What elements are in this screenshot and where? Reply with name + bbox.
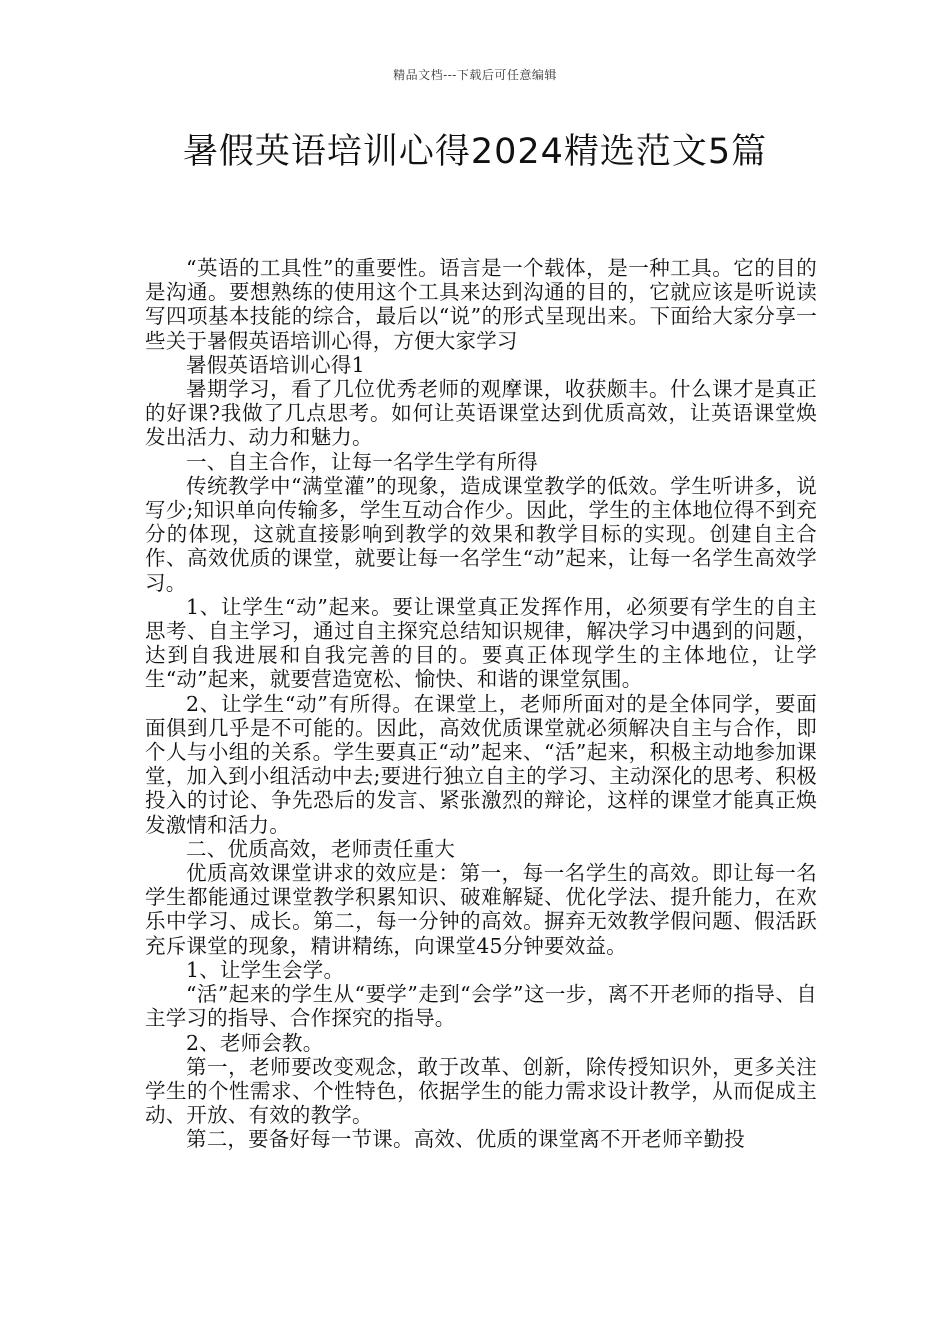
page-title: 暑假英语培训心得2024精选范文5篇 [182,132,768,172]
paragraph: “活”起来的学生从“要学”走到“会学”这一步，离不开老师的指导、自主学习的指导、合作探究的指导。 [145,982,817,1031]
section-heading: 暑假英语培训心得1 [186,352,365,377]
header-note: 精品文档---下载后可任意编辑 [393,68,557,82]
subheading: 二、优质高效，老师责任重大 [186,836,456,861]
subheading: 一、自主合作，让每一名学生学有所得 [186,449,538,474]
paragraph: 第二，要备好每一节课。高效、优质的课堂离不开老师辛勤投 [186,1127,745,1152]
paragraph: 暑期学习，看了几位优秀老师的观摩课，收获颇丰。什么课才是真正的好课?我做了几点思考。如何让英语课堂达到优质高效，让英语课堂焕发出活力、动力和魅力。 [145,377,817,450]
document-body [145,256,817,1152]
intro-paragraph: “英语的工具性”的重要性。语言是一个载体，是一种工具。它的目的是沟通。要想熟练的使用这个工具来达到沟通的目的，它就应该是听说读写四项基本技能的综合，最后以“说”的形式呈现出来。下面给大家分享一些关于暑假英语培训心得，方便大家学习 [145,256,817,353]
paragraph: 优质高效课堂讲求的效应是：第一，每一名学生的高效。即让每一名学生都能通过课堂教学积累知识、破难解疑、优化学法、提升能力，在欢乐中学习、成长。第二，每一分钟的高效。摒弃无效教学假问题、假活跃充斥课堂的现象，精讲精练，向课堂45分钟要效益。 [145,861,817,958]
subheading: 2、老师会教。 [186,1030,324,1055]
subheading: 1、让学生会学。 [186,957,345,982]
paragraph: 2、让学生“动”有所得。在课堂上，老师所面对的是全体同学，要面面俱到几乎是不可能的。因此，高效优质课堂就必须解决自主与合作，即个人与小组的关系。学生要真正“动”起来、“活”起来，积极主动地参加课堂，加入到小组活动中去;要进行独立自主的学习、主动深化的思考、积极投入的讨论、争先恐后的发言、紧张激烈的辩论，这样的课堂才能真正焕发激情和活力。 [145,691,817,837]
paragraph: 1、让学生“动”起来。要让课堂真正发挥作用，必须要有学生的自主思考、自主学习，通过自主探究总结知识规律，解决学习中遇到的问题，达到自我进展和自我完善的目的。要真正体现学生的主体地位，让学生“动”起来，就要营造宽松、愉快、和谐的课堂氛围。 [145,594,817,692]
paragraph: 第一，老师要改变观念，敢于改革、创新，除传授知识外，更多关注学生的个性需求、个性特色，依据学生的能力需求设计教学，从而促成主动、开放、有效的教学。 [145,1054,817,1128]
paragraph: 传统教学中“满堂灌”的现象，造成课堂教学的低效。学生听讲多，说写少;知识单向传输多，学生互动合作少。因此，学生的主体地位得不到充分的体现，这就直接影响到教学的效果和教学目标的实现。创建自主合作、高效优质的课堂，就要让每一名学生“动”起来，让每一名学生高效学习。 [145,473,817,595]
